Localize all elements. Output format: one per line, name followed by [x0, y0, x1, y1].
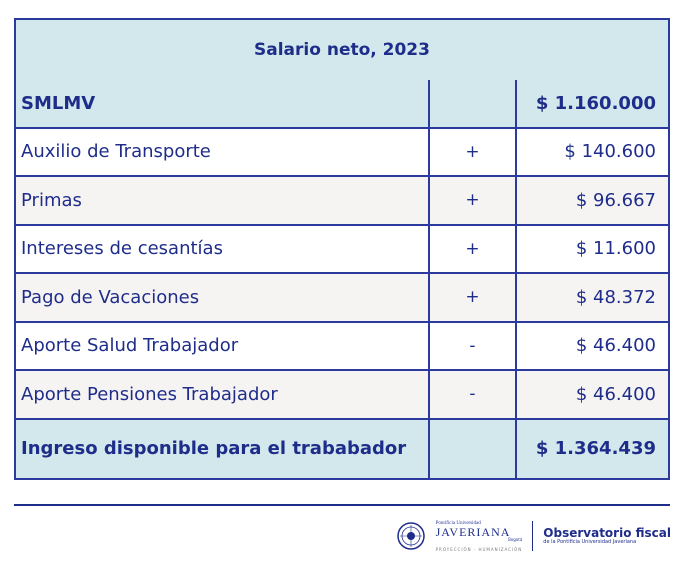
university-logo-text	[436, 521, 523, 552]
university-mission: PROYECCIÓN · HUMANIZACIÓN	[435, 546, 523, 552]
table-row	[16, 323, 668, 372]
row-label: Auxilio de Transporte	[16, 129, 430, 176]
table-row	[16, 371, 668, 420]
row-sign: +	[430, 129, 517, 176]
row-label: Intereses de cesantías	[16, 226, 430, 273]
logo-divider	[532, 521, 533, 551]
row-value: $ 96.667	[575, 189, 656, 211]
row-sign: +	[430, 226, 517, 273]
row-sign: -	[430, 371, 517, 418]
observatory-logo-text	[543, 527, 671, 546]
row-label: SMLMV	[16, 80, 430, 127]
university-city: Bogotá	[508, 536, 523, 542]
row-value: $ 1.364.439	[535, 438, 656, 460]
observatory-name: Observatorio fiscal	[543, 525, 671, 540]
row-sign: +	[430, 274, 517, 321]
footer-logos	[396, 515, 671, 557]
university-name: JAVERIANA	[435, 524, 511, 539]
table-row-total	[16, 420, 668, 479]
row-sign: +	[430, 177, 517, 224]
table-row	[16, 226, 668, 275]
row-value: $ 140.600	[564, 141, 656, 163]
row-label: Aporte Salud Trabajador	[16, 323, 430, 370]
table-row	[16, 129, 668, 178]
row-value: $ 48.372	[575, 286, 656, 308]
footer-divider	[14, 504, 670, 506]
table-row	[16, 177, 668, 226]
table-row	[16, 80, 668, 129]
row-sign	[430, 80, 517, 127]
row-label: Primas	[16, 177, 430, 224]
row-sign: -	[430, 323, 517, 370]
row-value: $ 1.160.000	[535, 92, 656, 114]
row-value: $ 46.400	[575, 383, 656, 405]
observatory-subtitle: de la Pontificia Universidad Javeriana	[543, 538, 637, 545]
row-label: Ingreso disponible para el trababador	[16, 420, 430, 479]
table-title: Salario neto, 2023	[16, 20, 668, 82]
row-sign	[430, 420, 517, 479]
row-value: $ 11.600	[575, 238, 656, 260]
row-value: $ 46.400	[575, 335, 656, 357]
university-small: Pontificia Universidad	[435, 520, 481, 526]
row-label: Pago de Vacaciones	[16, 274, 430, 321]
row-label: Aporte Pensiones Trabajador	[16, 371, 430, 418]
table-row	[16, 274, 668, 323]
salary-table	[14, 18, 670, 480]
university-seal-icon	[396, 521, 426, 551]
